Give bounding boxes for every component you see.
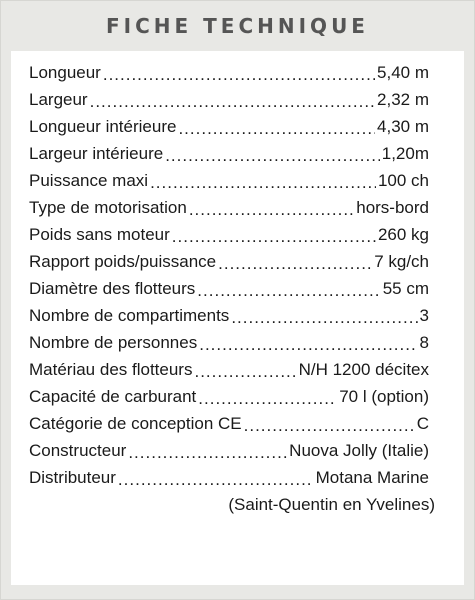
dot-leader bbox=[189, 201, 354, 218]
spec-row bbox=[29, 117, 429, 144]
spec-label: Distributeur bbox=[29, 468, 116, 487]
spec-sheet-header bbox=[1, 1, 474, 51]
spec-label: Rapport poids/puissance bbox=[29, 252, 217, 271]
dot-leader bbox=[165, 147, 380, 164]
spec-row bbox=[29, 63, 429, 90]
dot-leader bbox=[194, 363, 296, 380]
spec-value: 2,32 m bbox=[377, 90, 429, 109]
spec-label: Longueur intérieure bbox=[29, 117, 177, 136]
spec-label: Largeur bbox=[29, 90, 88, 109]
spec-list bbox=[29, 63, 435, 519]
spec-value: Motana Marine bbox=[315, 468, 429, 487]
spec-label: Nombre de personnes bbox=[29, 333, 198, 352]
spec-row bbox=[29, 333, 429, 360]
dot-leader bbox=[172, 228, 376, 245]
spec-value: 5,40 m bbox=[377, 63, 429, 82]
spec-value: 70 l (option) bbox=[339, 387, 429, 406]
spec-label: Poids sans moteur bbox=[29, 225, 170, 244]
spec-row bbox=[29, 468, 429, 495]
spec-label: Longueur bbox=[29, 63, 101, 82]
spec-value: 4,30 m bbox=[377, 117, 429, 136]
spec-row bbox=[29, 90, 429, 117]
spec-value: hors-bord bbox=[356, 198, 429, 217]
dot-leader bbox=[150, 174, 376, 191]
spec-value: 7 kg/ch bbox=[374, 252, 429, 271]
spec-row bbox=[29, 225, 429, 252]
spec-row bbox=[29, 360, 429, 387]
spec-label: Puissance maxi bbox=[29, 171, 149, 190]
dot-leader bbox=[218, 255, 372, 272]
dot-leader bbox=[197, 282, 380, 299]
dot-leader bbox=[244, 417, 415, 434]
spec-row bbox=[29, 171, 429, 198]
spec-value: N/H 1200 décitex bbox=[298, 360, 429, 379]
dot-leader bbox=[103, 66, 375, 83]
spec-row bbox=[29, 279, 429, 306]
spec-value: C bbox=[416, 414, 429, 433]
spec-label: Capacité de carburant bbox=[29, 387, 197, 406]
spec-value: 260 kg bbox=[377, 225, 429, 244]
page-title: FICHE TECHNIQUE bbox=[106, 14, 369, 38]
dot-leader bbox=[198, 390, 337, 407]
spec-value: 1,20m bbox=[381, 144, 429, 163]
dot-leader bbox=[90, 93, 375, 110]
dot-leader bbox=[199, 336, 417, 353]
spec-row bbox=[29, 441, 429, 468]
spec-label: Constructeur bbox=[29, 441, 127, 460]
spec-row bbox=[29, 144, 429, 171]
spec-value: Nuova Jolly (Italie) bbox=[289, 441, 429, 460]
spec-row bbox=[29, 387, 429, 414]
spec-label: Matériau des flotteurs bbox=[29, 360, 193, 379]
spec-row bbox=[29, 198, 429, 225]
dot-leader bbox=[128, 444, 287, 461]
spec-panel bbox=[11, 51, 464, 585]
dot-leader bbox=[178, 120, 375, 137]
spec-row bbox=[29, 252, 429, 279]
spec-value: 3 bbox=[419, 306, 429, 325]
spec-value: 55 cm bbox=[382, 279, 429, 298]
spec-label: Catégorie de conception CE bbox=[29, 414, 242, 433]
spec-row bbox=[29, 306, 429, 333]
spec-value: 100 ch bbox=[377, 171, 429, 190]
spec-label: Nombre de compartiments bbox=[29, 306, 230, 325]
dot-leader bbox=[118, 471, 314, 488]
spec-value: 8 bbox=[419, 333, 429, 352]
spec-row bbox=[29, 414, 429, 441]
spec-label: Largeur intérieure bbox=[29, 144, 164, 163]
spec-value-extra: (Saint-Quentin en Yvelines) bbox=[228, 495, 435, 514]
spec-label: Type de motorisation bbox=[29, 198, 187, 217]
dot-leader bbox=[231, 309, 417, 326]
spec-label: Diamètre des flotteurs bbox=[29, 279, 196, 298]
